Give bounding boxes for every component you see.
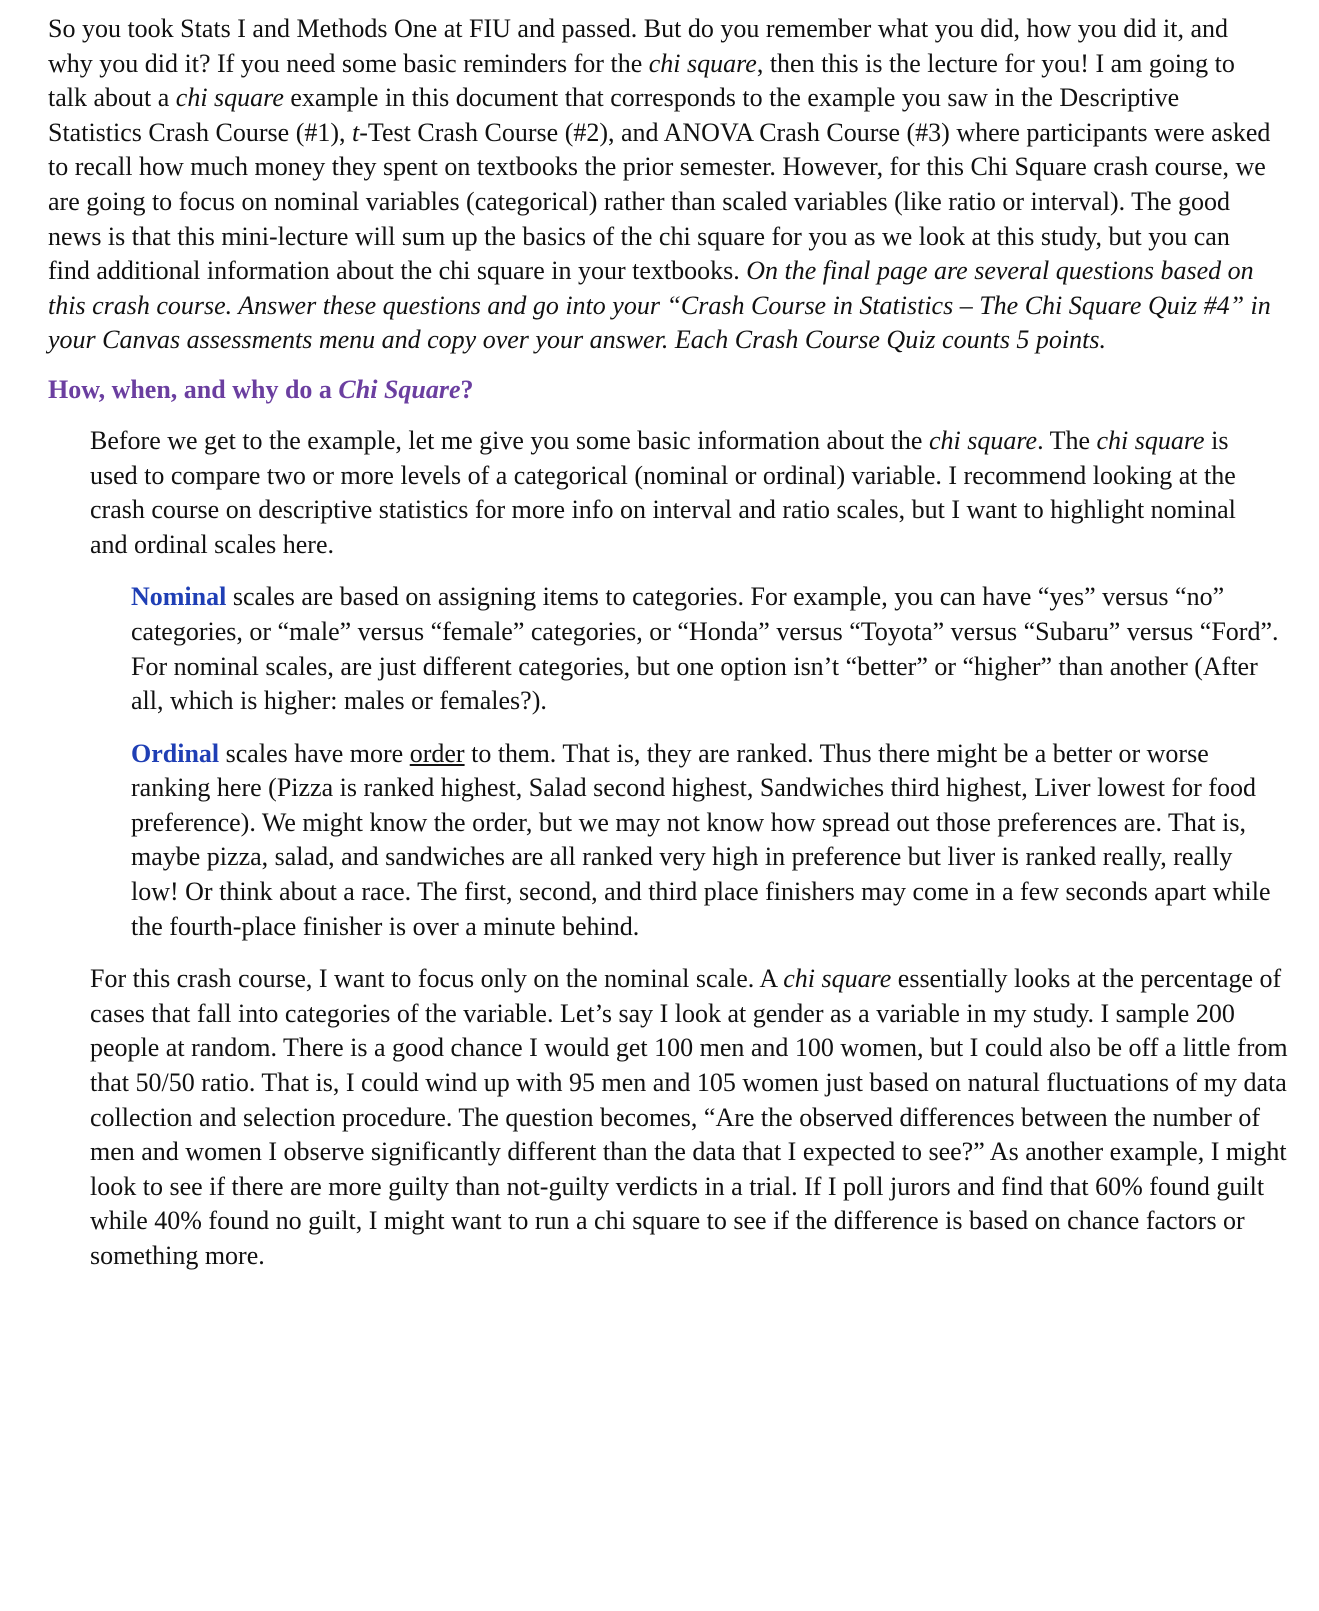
t-term: t (352, 117, 360, 147)
focus-paragraph (90, 962, 1290, 1273)
order-underlined: order (409, 738, 465, 768)
nominal-text: scales are based on assigning items to categories. For example, you can have “yes” versus “no” categories, or “male” versus “female” categories, or “Honda” versus “Toyota” versus “Subaru” versus “Ford”. For nominal scales, are just different categories, but one option isn’t “better” or “higher” than another (After all, which is higher: males or females?). (131, 582, 1279, 716)
ordinal-text-1: scales have more (219, 738, 410, 768)
heading-end: ? (460, 374, 474, 404)
chi-square-term: chi square (648, 48, 757, 78)
ordinal-paragraph (131, 737, 1281, 945)
chi-square-term: chi square (928, 425, 1038, 455)
intro-text-2: , then this is the lecture for you! I am going to talk about a (48, 48, 1235, 113)
section-heading (48, 372, 1278, 408)
ordinal-text-2: to them. That is, they are ranked. Thus there might be a better or worse ranking here (Pizza is ranked highest, Salad second highest, Sandwiches third highest, Liver lowest for food preference). We might know the order, but we may not know how spread out those preferences are. That is, maybe pizza, salad, and sandwiches are all ranked very high in preference but liver is ranked really, really low! Or think about a race. The first, second, and third place finishers may come in a few seconds apart while the fourth-place finisher is over a minute behind. (131, 738, 1271, 941)
chi-square-term: chi square (783, 964, 892, 994)
document-page (48, 12, 1288, 1274)
nominal-paragraph (131, 580, 1281, 718)
chi-square-term: chi square (175, 83, 284, 113)
intro-text-1: So you took Stats I and Methods One at FIU and passed. But do you remember what you did, how you did it, and why you did it? If you need some basic reminders for the (48, 14, 1228, 78)
heading-text: How, when, and why do a (48, 374, 339, 404)
ordinal-term: Ordinal (131, 738, 220, 768)
basic-info-paragraph (90, 424, 1270, 562)
intro-text-4: -Test Crash Course (#2), and ANOVA Crash Course (#3) where participants were asked to recall how much money they spent on textbooks the prior semester. However, for this Chi Square crash course, we are going to focus on nominal variables (categorical) rather than scaled variables (like ratio or interval). The good news is that this mini-lecture will sum up the basics of the chi square for you as we look at this study, but you can find additional information about the chi square in your textbooks. (48, 117, 1271, 286)
quiz-instructions: On the final page are several questions based on this crash course. Answer these questions and go into your “Crash Course in Statistics – The Chi Square Quiz #4” in your Canvas assessments menu and copy over your answer. Each Crash Course Quiz counts 5 points. (48, 256, 1271, 355)
nominal-term: Nominal (131, 582, 227, 612)
focus-text-2: essentially looks at the percentage of cases that fall into categories of the variable. Let’s say I look at gender as a variable in my study. I sample 200 people at random. There is a good chance I would get 100 men and 100 women, but I could also be off a little from that 50/50 ratio. That is, I could wind up with 95 men and 105 women just based on natural fluctuations of my data collection and selection procedure. The question becomes, “Are the observed differences between the number of men and women I observe significantly different than the data that I expected to see?” As another example, I might look to see if there are more guilty than not-guilty verdicts in a trial. If I poll jurors and find that 60% found guilt while 40% found no guilt, I might want to run a chi square to see if the difference is based on chance factors or something more. (90, 964, 1288, 1270)
basic-text-2: . The (1037, 425, 1097, 455)
intro-text-3: example in this document that corresponds to the example you saw in the Descriptive Statistics Crash Course (#1), (48, 83, 1180, 147)
intro-paragraph (48, 12, 1278, 358)
basic-text-1: Before we get to the example, let me give you some basic information about the (90, 425, 929, 455)
focus-text-1: For this crash course, I want to focus only on the nominal scale. A (90, 964, 784, 994)
chi-square-term: chi square (1096, 425, 1205, 455)
basic-text-3: is used to compare two or more levels of a categorical (nominal or ordinal) variable. I recommend looking at the crash course on descriptive statistics for more info on interval and ratio scales, but I want to highlight nominal and ordinal scales here. (90, 425, 1236, 559)
heading-italic: Chi Square (338, 374, 461, 404)
